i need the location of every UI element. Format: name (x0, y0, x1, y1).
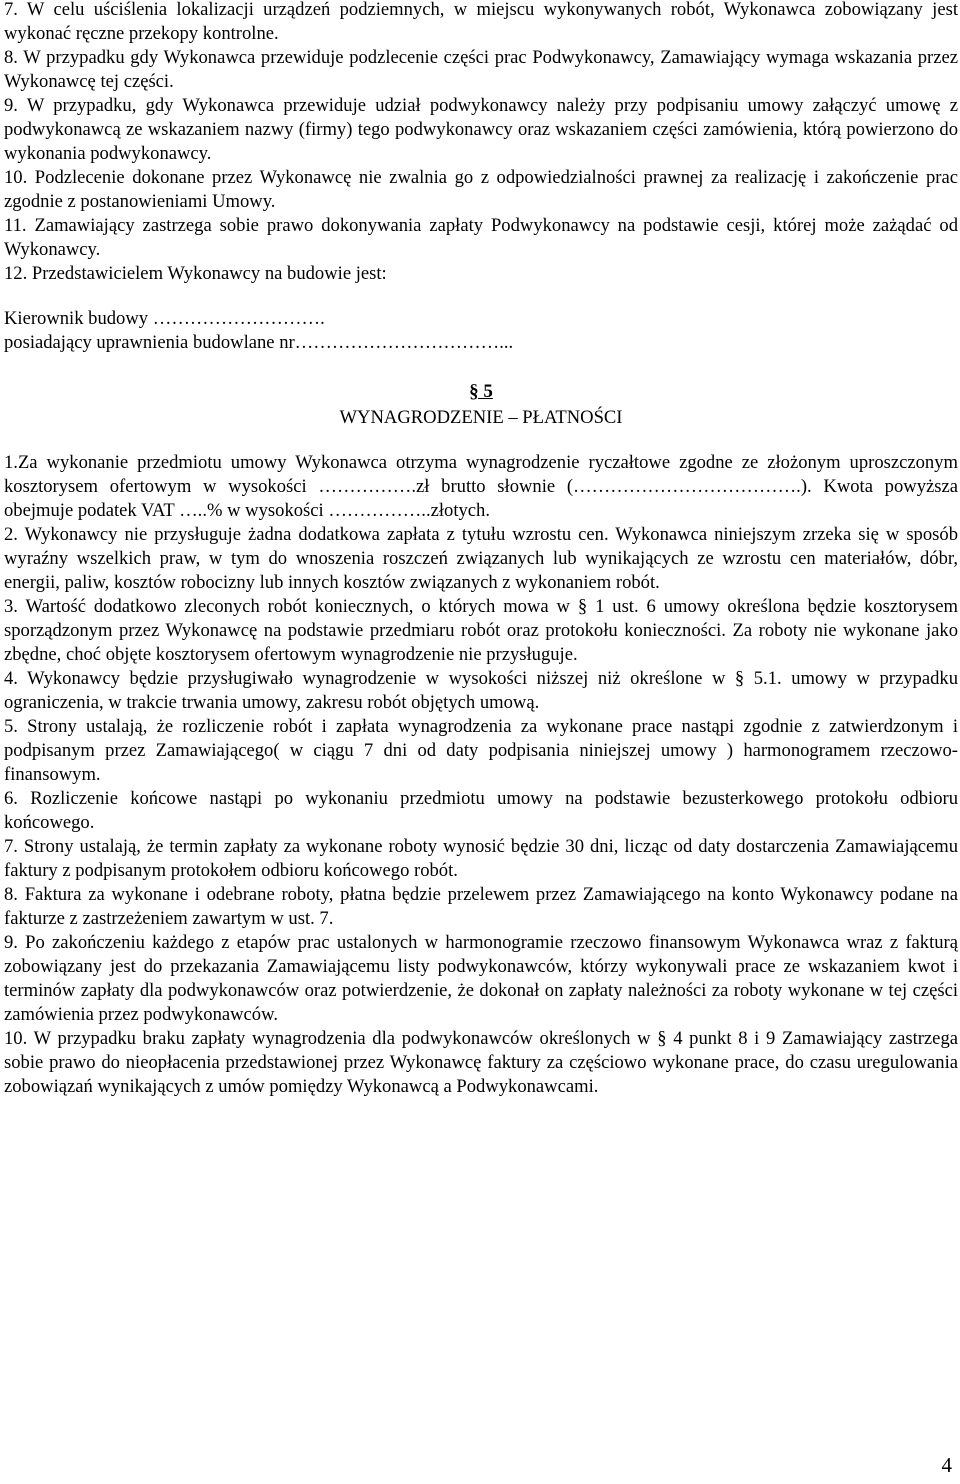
site-manager-license-line: posiadający uprawnienia budowlane nr……………………………... (4, 332, 514, 353)
paragraph-11: 11. Zamawiający zastrzega sobie prawo dokonywania zapłaty Podwykonawcy na podstawie cesji, której może zażądać od Wykonawcy. (4, 215, 958, 260)
payment-paragraph-4: 4. Wykonawcy będzie przysługiwało wynagrodzenie w wysokości niższej niż określone w § 5.1. umowy w przypadku ograniczenia, w trakcie trwania umowy, zakresu robót objętych umową. (4, 668, 958, 713)
payment-paragraph-9: 9. Po zakończeniu każdego z etapów prac ustalonych w harmonogramie rzeczowo finansowym Wykonawca wraz z fakturą zobowiązany jest do przekazania Zamawiającemu listy podwykonawców, którzy wykonywali prace ze wskazaniem kwot i terminów zapłaty dla podwykonawców oraz potwierdzenie, że dokonał on zapłaty należności za roboty wykonane w tej części zamówienia przez podwykonawców. (4, 932, 958, 1025)
page-number: 4 (941, 1453, 952, 1477)
paragraph-9: 9. W przypadku, gdy Wykonawca przewiduje udział podwykonawcy należy przy podpisaniu umowy załączyć umowę z podwykonawcą ze wskazaniem nazwy (firmy) tego podwykonawcy oraz wskazaniem części zamówienia, którą powierzono do wykonania podwykonawcy. (4, 95, 958, 164)
payment-paragraph-7: 7. Strony ustalają, że termin zapłaty za wykonane roboty wynosić będzie 30 dni, licząc od daty dostarczenia Zamawiającemu faktury z podpisanym protokołem odbioru końcowego robót. (4, 836, 958, 881)
document-page (4, 0, 958, 1099)
section-number: § 5 (469, 381, 493, 402)
paragraph-12: 12. Przedstawicielem Wykonawcy na budowie jest: (4, 263, 387, 284)
payment-paragraph-3: 3. Wartość dodatkowo zleconych robót koniecznych, o których mowa w § 1 ust. 6 umowy określona będzie kosztorysem sporządzonym przez Wykonawcę na podstawie przedmiaru robót oraz protokołu konieczności. Za roboty nie wykonane jako zbędne, choć objęte kosztorysem ofertowym wynagrodzenie nie przysługuje. (4, 596, 958, 665)
payment-paragraph-6: 6. Rozliczenie końcowe nastąpi po wykonaniu przedmiotu umowy na podstawie bezusterkowego protokołu odbioru końcowego. (4, 788, 958, 833)
payment-paragraph-1: 1.Za wykonanie przedmiotu umowy Wykonawca otrzyma wynagrodzenie ryczałtowe zgodne ze złożonym uproszczonym kosztorysem ofertowym w wysokości …………….zł brutto słownie (……………………………….). Kwota powyższa obejmuje podatek VAT …..% w wysokości ……………..złotych. (4, 452, 958, 521)
paragraph-8: 8. W przypadku gdy Wykonawca przewiduje podzlecenie części prac Podwykonawcy, Zamawiający wymaga wskazania przez Wykonawcę tej części. (4, 47, 958, 92)
payment-paragraph-10: 10. W przypadku braku zapłaty wynagrodzenia dla podwykonawców określonych w § 4 punkt 8 i 9 Zamawiający zastrzega sobie prawo do nieopłacenia przedstawionej przez Wykonawcę faktury za częściowo wykonane prace, do czasu uregulowania zobowiązań wynikających z umów pomiędzy Wykonawcą a Podwykonawcami. (4, 1028, 958, 1097)
payment-paragraph-8: 8. Faktura za wykonane i odebrane roboty, płatna będzie przelewem przez Zamawiającego na konto Wykonawcy podane na fakturze z zastrzeżeniem zawartym w ust. 7. (4, 884, 958, 929)
site-manager-line: Kierownik budowy ………………………. (4, 308, 325, 329)
section-title: WYNAGRODZENIE – PŁATNOŚCI (339, 407, 623, 428)
payment-paragraph-5: 5. Strony ustalają, że rozliczenie robót i zapłata wynagrodzenia za wykonane prace nastąpi zgodnie z zatwierdzonym i podpisanym przez Zamawiającego( w ciągu 7 dni od daty podpisania niniejszej umowy ) harmonogramem rzeczowo-finansowym. (4, 716, 958, 785)
paragraph-10: 10. Podzlecenie dokonane przez Wykonawcę nie zwalnia go z odpowiedzialności prawnej za realizację i zakończenie prac zgodnie z postanowieniami Umowy. (4, 167, 958, 212)
payment-paragraph-2: 2. Wykonawcy nie przysługuje żadna dodatkowa zapłata z tytułu wzrostu cen. Wykonawca niniejszym zrzeka się w sposób wyraźny wszelkich praw, w tym do wnoszenia roszczeń związanych lub wynikających ze wzrostu cen materiałów, dóbr, energii, paliw, kosztów robocizny lub innych kosztów związanych z wykonaniem robót. (4, 524, 958, 593)
paragraph-7: 7. W celu uściślenia lokalizacji urządzeń podziemnych, w miejscu wykonywanych robót, Wykonawca zobowiązany jest wykonać ręczne przekopy kontrolne. (4, 0, 958, 44)
